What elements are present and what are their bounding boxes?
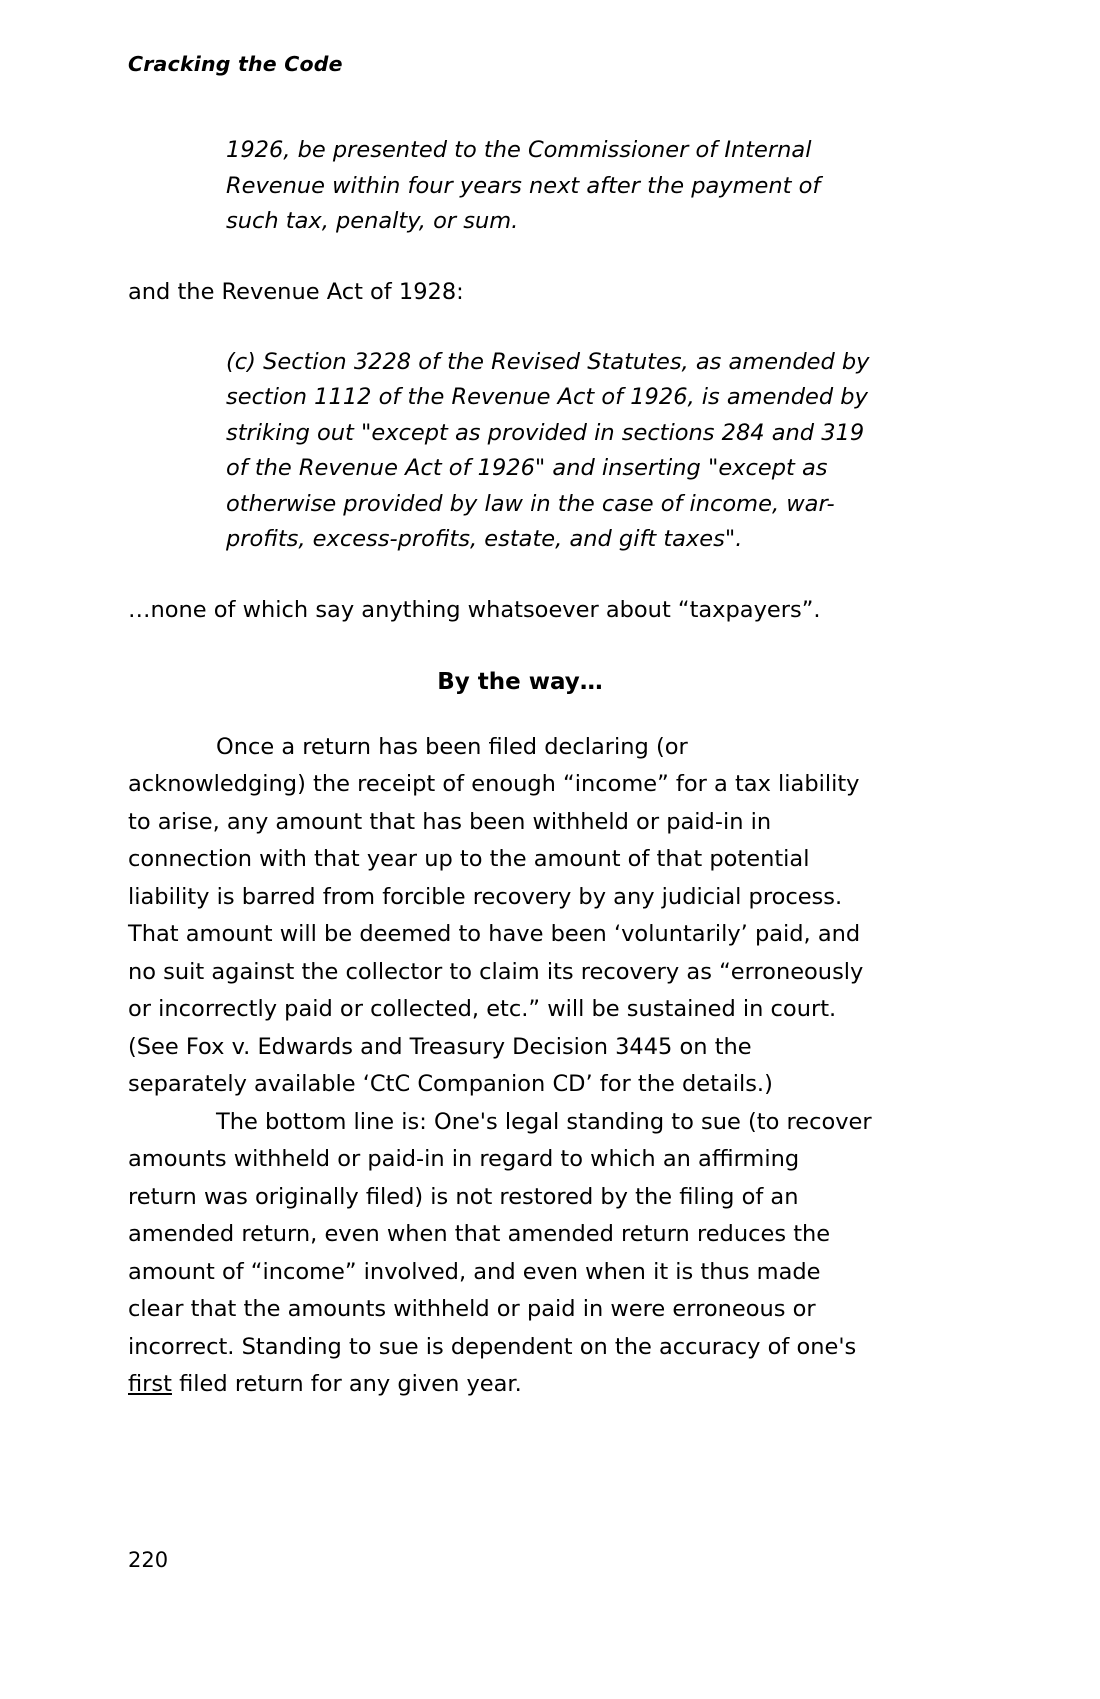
page-content xyxy=(128,120,872,1404)
paragraph-two-text-end: filed return for any given year. xyxy=(171,1371,522,1397)
spacer xyxy=(128,629,872,669)
block-quote-second: (c) Section 3228 of the Revised Statutes, as amended by section 1112 of the Revenue Act of 1926, is amended by striking out "except as provided in sections 284 and 319 of the Revenue Act of 1926" and inserting "except as otherwise provided by law in the case of income, war-profits, excess-profits, estate, and gift taxes". xyxy=(226,348,870,552)
spacer xyxy=(128,558,872,592)
block-quote-first: 1926, be presented to the Commissioner of Internal Revenue within four years next after the payment of such tax, penalty, or sum. xyxy=(226,137,821,234)
after-quote-text: …none of which say anything whatsoever about “taxpayers”. xyxy=(128,596,821,623)
paragraph-two xyxy=(128,1104,872,1404)
paragraph-one-text: Once a return has been filed declaring (or acknowledging) the receipt of enough “income” for a tax liability to arise, any amount that has been withheld or paid-in in connection with that year up to the amount of that potential liability is barred from forcible recovery by any judicial process. That amount will be deemed to have been ‘voluntarily’ paid, and no suit against the collector to claim its recovery as “erroneously or incorrectly paid or collected, etc.” will be sustained in court. (See Fox v. Edwards and Treasury Decision 3445 on the separately available ‘CtC Companion CD’ for the details.) xyxy=(128,733,864,1097)
paragraph-two-text: The bottom line is: One's legal standing to sue (to recover amounts withheld or paid-in in regard to which an affirming return was originally filed) is not restored by the filing of an amended return, even when that amended return reduces the amount of “income” involved, and even when it is thus made clear that the amounts withheld or paid in were erroneous or incorrect. Standing to sue is dependent on the accuracy of one's xyxy=(128,1108,872,1360)
page-number: 220 xyxy=(128,1548,169,1572)
paragraph-two-emphasis: first xyxy=(128,1371,172,1397)
lead-in-text: and the Revenue Act of 1928: xyxy=(128,278,464,305)
section-heading: By the way… xyxy=(437,668,603,695)
running-head: Cracking the Code xyxy=(128,52,343,76)
spacer xyxy=(128,695,872,729)
spacer xyxy=(128,311,872,345)
paragraph-one xyxy=(128,729,872,1104)
spacer xyxy=(128,240,872,274)
